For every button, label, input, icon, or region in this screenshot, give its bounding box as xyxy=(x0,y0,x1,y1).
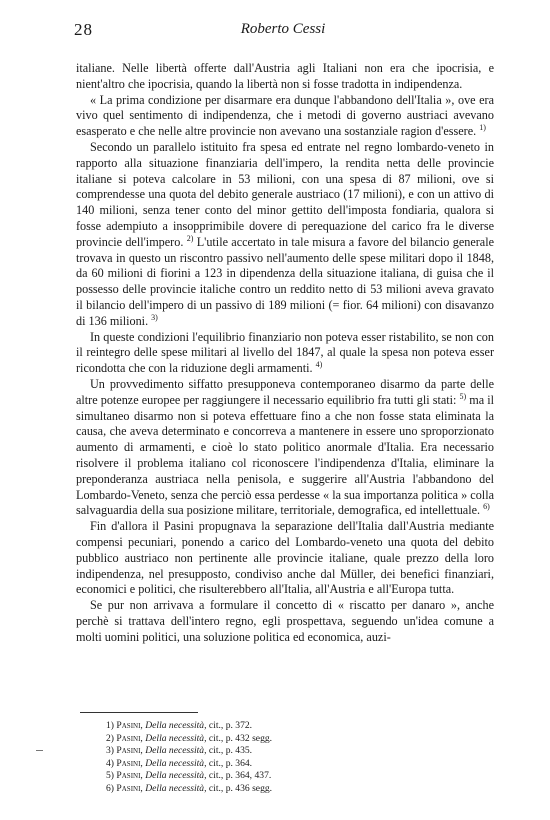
footnote-citation: cit., p. 372. xyxy=(208,720,253,731)
footnotes xyxy=(106,720,406,796)
footnote-title: Della necessità, xyxy=(145,757,207,769)
paragraph-text: Fin d'allora il Pasini propugnava la separazione dell'Italia dall'Austria mediante compensi pecuniari, ponendo a carico del Lombardo-veneto una quota del debito pubblico austriaco non pertinente alle provincie italiane, quale prezzo della loro indipendenza, nel presupposto, condiviso anche dal Müller, dei benefici finanziari, economici e politici, che risulterebbero all'Italia, all'Austria e all'Europa tutta. xyxy=(76,519,494,597)
body-text xyxy=(76,61,494,645)
footnote-ref: 3) xyxy=(151,312,158,322)
paragraph-text: Un provvedimento siffatto presupponeva contemporaneo disarmo da parte delle altre potenze europee per raggiungere il necessario equilibrio fra tutti gli stati: xyxy=(76,376,494,407)
paragraph-text: italiane. Nelle libertà offerte dall'Austria agli Italiani non era che ipocrisia, e nient'altro che ipocrisia, quando la libertà non si fosse tradotta in indipendenza. xyxy=(76,61,494,91)
running-head: Roberto Cessi xyxy=(240,21,326,37)
footnote-citation: cit., p. 432 segg. xyxy=(208,732,273,744)
paragraph-text: In queste condizioni l'equilibrio finanziario non poteva esser ristabilito, se non con il reintegro delle spese militari al livello del 1847, al quale la spesa non poteva esser ricondotta che con la riduzione degli armamenti. xyxy=(76,329,494,376)
paragraph xyxy=(76,140,494,330)
paragraph xyxy=(76,93,494,140)
paragraph-text: Secondo un parallelo istituito fra spesa ed entrate nel regno lombardo-veneto in rapporto alla situazione finanziaria dell'impero, la rendita netta delle provincie italiane si poteva calcolare in 53 milioni, con una spesa di 87 milioni, ove si comprendesse una quota del debito generale austriaco (17 milioni), e con un attivo di 140 milioni, senza tener conto del minor gettito dell'imposta fondiaria, qualora si fosse adempiuto a insopprimibile dovere di perequazione del carico fra le diverse provincie dell'impero. xyxy=(76,139,494,249)
footnote-author: Pasini, xyxy=(116,770,143,782)
footnote xyxy=(106,720,406,733)
footnote-ref: 5) xyxy=(459,391,467,401)
footnote xyxy=(106,745,406,758)
paragraph xyxy=(76,330,494,377)
footnote-number: 5) xyxy=(106,770,114,782)
footnote-separator xyxy=(80,712,198,713)
footnote-title: Della necessità, xyxy=(145,782,207,794)
footnote-ref: 1) xyxy=(479,123,486,133)
paragraph xyxy=(76,377,494,519)
footnote-number: 3) xyxy=(106,745,114,757)
footnote-ref: 6) xyxy=(483,502,490,512)
footnote-citation: cit., p. 436 segg. xyxy=(208,782,273,794)
footnote-citation: cit., p. 435. xyxy=(208,745,253,757)
paragraph-text: « La prima condizione per disarmare era dunque l'abbandono dell'Italia », ove era vivo quel sentimento di indipendenza, che i metodi di governo austriaci avevano esasperato e che nelle altre provincie non avevano una sostanziale ragion d'essere. xyxy=(76,92,494,139)
footnote xyxy=(106,758,406,771)
page-number: 28 xyxy=(74,20,93,39)
footnote-author: Pasini, xyxy=(116,720,143,731)
footnote-ref: 4) xyxy=(315,360,323,370)
paragraph-text: Se pur non arrivava a formulare il concetto di « riscatto per danaro », anche perchè si trattava dell'intero regno, egli prospettava, seguendo un'idea comune a molti uomini politici, una soluzione politica ed economica, auzi- xyxy=(76,598,494,644)
paragraph-text: ma il simultaneo disarmo non si poteva effettuare fino a che non fosse stata eliminata la causa, che aveva determinato e concorreva a mantenere in essere uno sproporzionato aumento di armamenti, e cioè lo stato politico anormale d'Italia. Era necessario risolvere il problema italiano col riconoscere l'indipendenza d'Italia, eliminare la preponderanza austriaca nella penisola, e suggerire all'Austria l'abbandono del Lombardo-Veneto, senza che perciò essa perdesse « la sua importanza politica » colla salvaguardia della sua posizione militare, territoriale, demografica, ed intellettuale. xyxy=(76,392,494,518)
footnote-author: Pasini, xyxy=(116,732,143,744)
paragraph xyxy=(76,519,494,598)
footnote-ref: 2) xyxy=(186,233,194,243)
page-header xyxy=(74,20,492,40)
footnote-title: Della necessità, xyxy=(145,732,207,744)
footnote-title: Della necessità, xyxy=(145,720,207,731)
paragraph-text: L'utile accertato in tale misura a favore del bilancio generale trovava in questo un riscontro passivo nell'aumento delle spese militari dopo il 1848, da 60 milioni di fiorini a 123 in dipendenza della situazione italiana, di guisa che il possesso delle provincie italiche contro un reddito netto di 53 milioni aveva gravato il bilancio dell'impero di un passivo di 189 milioni (= fior. 64 milioni) con disavanzo di 136 milioni. xyxy=(76,234,494,328)
footnote-number: 4) xyxy=(106,757,114,769)
footnote xyxy=(106,733,406,746)
footnote xyxy=(106,783,406,796)
footnote-title: Della necessità, xyxy=(145,770,207,782)
footnote-author: Pasini, xyxy=(116,757,143,769)
footnote-number: 1) xyxy=(106,720,114,731)
margin-mark xyxy=(36,750,43,751)
footnote-author: Pasini, xyxy=(116,782,143,794)
paragraph xyxy=(76,61,494,93)
footnote-citation: cit., p. 364, 437. xyxy=(208,770,272,782)
footnote-citation: cit., p. 364. xyxy=(208,757,253,769)
footnote-number: 6) xyxy=(106,782,114,794)
paragraph xyxy=(76,598,494,645)
footnote-author: Pasini, xyxy=(116,745,143,757)
footnote-title: Della necessità, xyxy=(145,745,207,757)
footnote-number: 2) xyxy=(106,732,114,744)
footnote xyxy=(106,770,406,783)
